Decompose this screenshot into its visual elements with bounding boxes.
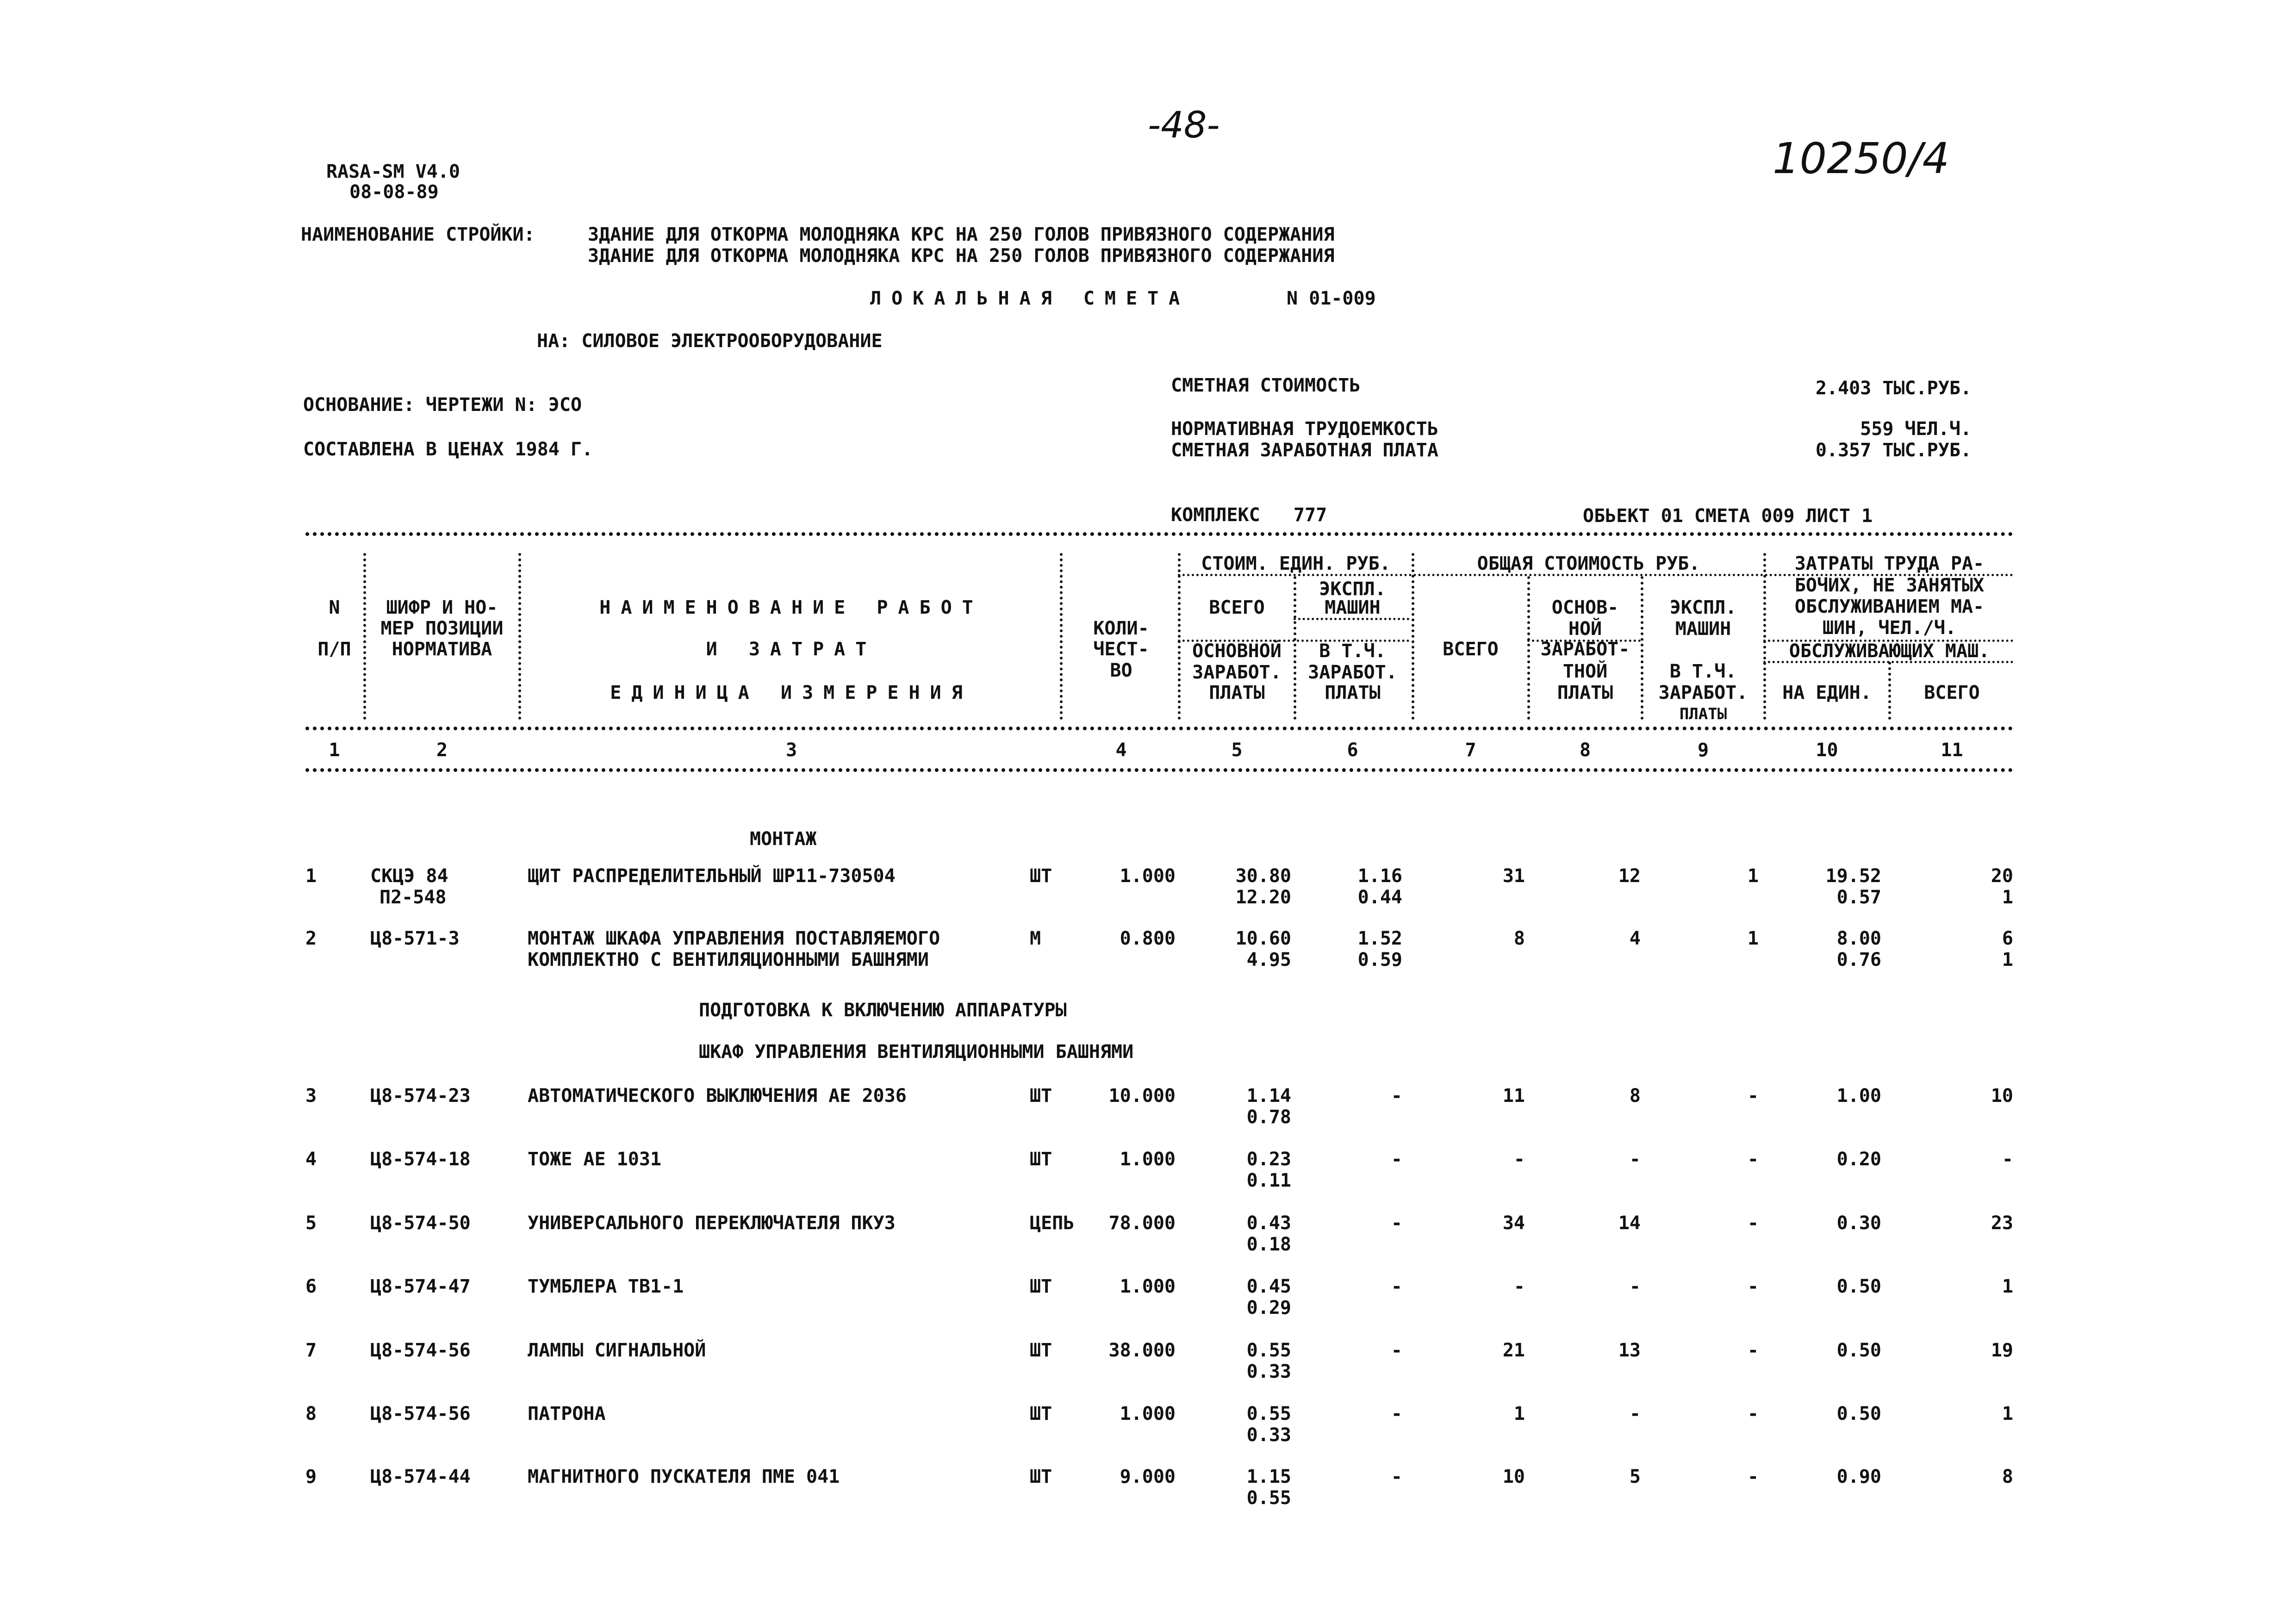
complex-number: КОМПЛЕКС 777: [1171, 504, 1327, 526]
col-5-heading: ПЛАТЫ: [1209, 682, 1265, 703]
col-8-heading: НОЙ: [1568, 618, 1602, 640]
row-number: 4: [305, 1149, 317, 1170]
construction-line-1: ЗДАНИЕ ДЛЯ ОТКОРМА МОЛОДНЯКА КРС НА 250 ГОЛОВ ПРИВЯЗНОГО СОДЕРЖАНИЯ: [588, 224, 1335, 245]
total-cost: 1: [1513, 1403, 1525, 1424]
unit-machine-cost: -: [1391, 1149, 1402, 1170]
col-9-heading: В Т.Ч.: [1669, 661, 1737, 682]
labor-per-unit-heading: НА ЕДИН.: [1782, 682, 1872, 703]
col-number: 10: [1816, 740, 1838, 761]
total-cost: 31: [1502, 865, 1525, 887]
doc-number: N 01-009: [1287, 288, 1376, 309]
machine-labor-total: 1: [2002, 949, 2013, 970]
doc-title: ЛОКАЛЬНАЯ СМЕТА: [870, 288, 1190, 309]
total-basic-wages: 4: [1629, 928, 1641, 949]
total-machine-wages: 1: [1747, 928, 1759, 949]
labor-total: 6: [2002, 928, 2013, 949]
labor-total: 23: [1991, 1213, 2013, 1234]
norm-code: Ц8-574-56: [370, 1340, 471, 1361]
unit-cost-total: 1.15: [1246, 1466, 1291, 1487]
norm-code: Ц8-574-44: [370, 1466, 471, 1487]
unit-machine-wages: 0.59: [1357, 949, 1402, 970]
unit-machine-cost: -: [1391, 1466, 1402, 1487]
unit-cost-total: 1.14: [1246, 1085, 1291, 1107]
labor-total: 1: [2002, 1276, 2013, 1297]
col-1-heading: N: [329, 597, 340, 618]
program-name: RASA-SM V4.0: [326, 161, 460, 182]
total-machine-wages: 1: [1747, 865, 1759, 887]
unit-cost-wages: 0.55: [1246, 1487, 1291, 1509]
total-basic-wages: -: [1629, 1149, 1641, 1170]
work-name: ЛАМПЫ СИГНАЛЬНОЙ: [528, 1340, 706, 1361]
work-name: ПАТРОНА: [528, 1403, 606, 1424]
table-header-end-rule: [305, 768, 2013, 772]
quantity: 1.000: [1120, 865, 1176, 887]
labor-per-unit: 8.00: [1836, 928, 1881, 949]
unit: ШТ: [1030, 865, 1052, 887]
machine-labor-per-unit: 0.76: [1836, 949, 1881, 970]
construction-line-2: ЗДАНИЕ ДЛЯ ОТКОРМА МОЛОДНЯКА КРС НА 250 ГОЛОВ ПРИВЯЗНОГО СОДЕРЖАНИЯ: [588, 245, 1335, 267]
col-6-heading: ЗАРАБОТ.: [1308, 662, 1397, 683]
quantity: 1.000: [1120, 1276, 1176, 1297]
labor-per-unit: 0.30: [1836, 1213, 1881, 1234]
col-number: 2: [436, 740, 448, 761]
unit-cost-wages: 4.95: [1246, 949, 1291, 970]
col-7-heading: ВСЕГО: [1443, 639, 1499, 660]
col-8-heading: ТНОЙ: [1562, 661, 1608, 682]
wage-label: СМЕТНАЯ ЗАРАБОТНАЯ ПЛАТА: [1171, 440, 1438, 461]
total-cost: 10: [1502, 1466, 1525, 1487]
total-cost: 11: [1502, 1085, 1525, 1107]
norm-code: Ц8-574-50: [370, 1213, 471, 1234]
unit-cost-total: 0.43: [1246, 1213, 1291, 1234]
col-number: 8: [1579, 740, 1591, 761]
col-number: 7: [1465, 740, 1476, 761]
page-number: -48-: [1148, 105, 1220, 146]
norm-code-extra: П2-548: [380, 887, 447, 908]
unit-machine-cost: -: [1391, 1213, 1402, 1234]
unit-cost-wages: 0.11: [1246, 1170, 1291, 1191]
row-number: 6: [305, 1276, 317, 1297]
unit-machine-cost: -: [1391, 1340, 1402, 1361]
quantity: 38.000: [1108, 1340, 1176, 1361]
quantity: 0.800: [1120, 928, 1176, 949]
work-name: МОНТАЖ ШКАФА УПРАВЛЕНИЯ ПОСТАВЛЯЕМОГО: [528, 928, 940, 949]
col-9-heading: ЭКСПЛ.: [1669, 597, 1737, 618]
total-basic-wages: 12: [1618, 865, 1641, 887]
labor-per-unit: 1.00: [1836, 1085, 1881, 1107]
basis: ОСНОВАНИЕ: ЧЕРТЕЖИ N: ЭСО: [303, 394, 582, 416]
col-separator: [518, 553, 521, 720]
col-separator: [1412, 553, 1414, 720]
total-cost: 21: [1502, 1340, 1525, 1361]
row-number: 1: [305, 865, 317, 887]
unit: ШТ: [1030, 1466, 1052, 1487]
norm-code: СКЦЭ 84: [370, 865, 448, 887]
labor-per-unit: 19.52: [1825, 865, 1881, 887]
unit: М: [1030, 928, 1041, 949]
labor-heading: ОБСЛУЖИВАЮЩИХ МАШ.: [1789, 640, 1990, 662]
unit-cost-wages: 0.18: [1246, 1234, 1291, 1255]
col-6-heading: ПЛАТЫ: [1325, 682, 1381, 703]
col-number: 9: [1697, 740, 1709, 761]
work-name: МАГНИТНОГО ПУСКАТЕЛЯ ПМЕ 041: [528, 1466, 840, 1487]
section-heading: ПОДГОТОВКА К ВКЛЮЧЕНИЮ АППАРАТУРЫ: [699, 1000, 1067, 1021]
col-number: 3: [785, 740, 797, 761]
col-number: 1: [329, 740, 340, 761]
labor-per-unit: 0.20: [1836, 1149, 1881, 1170]
total-machine-wages: -: [1747, 1085, 1759, 1107]
unit-cost-total: 0.55: [1246, 1340, 1291, 1361]
table-top-rule: [305, 532, 2013, 536]
unit-machine-cost: -: [1391, 1403, 1402, 1424]
unit-cost-total: 30.80: [1235, 865, 1291, 887]
object-sheet: ОБЬЕКТ 01 СМЕТА 009 ЛИСТ 1: [1583, 505, 1873, 527]
quantity: 1.000: [1120, 1149, 1176, 1170]
norm-code: Ц8-574-18: [370, 1149, 471, 1170]
work-name: ТОЖЕ АЕ 1031: [528, 1149, 661, 1170]
labor-per-unit: 0.50: [1836, 1340, 1881, 1361]
total-machine-wages: -: [1747, 1276, 1759, 1297]
row-number: 3: [305, 1085, 317, 1107]
unit-cost-total: 0.45: [1246, 1276, 1291, 1297]
section-heading: МОНТАЖ: [750, 828, 817, 850]
unit-cost-wages: 0.29: [1246, 1297, 1291, 1318]
unit-machine-cost: -: [1391, 1276, 1402, 1297]
col-8-heading: ЗАРАБОТ-: [1540, 639, 1630, 660]
total-machine-wages: -: [1747, 1213, 1759, 1234]
quantity: 78.000: [1108, 1213, 1176, 1234]
col-6-heading: МАШИН: [1325, 597, 1381, 618]
col-separator: [1060, 553, 1063, 720]
work-name: АВТОМАТИЧЕСКОГО ВЫКЛЮЧЕНИЯ АЕ 2036: [528, 1085, 907, 1107]
unit-machine-cost: -: [1391, 1085, 1402, 1107]
total-cost: -: [1513, 1149, 1525, 1170]
labor-total: 8: [2002, 1466, 2013, 1487]
cost-value: 2.403 ТЫС.РУБ.: [1815, 378, 1972, 399]
unit-cost-total: 10.60: [1235, 928, 1291, 949]
total-basic-wages: 5: [1629, 1466, 1641, 1487]
col-2-heading: МЕР ПОЗИЦИИ: [380, 618, 504, 639]
unit: ШТ: [1030, 1085, 1052, 1107]
work-name: ТУМБЛЕРА ТВ1-1: [528, 1276, 684, 1297]
quantity: 9.000: [1120, 1466, 1176, 1487]
total-basic-wages: 14: [1618, 1213, 1641, 1234]
unit-machine-cost: 1.52: [1357, 928, 1402, 949]
machine-labor-per-unit: 0.57: [1836, 887, 1881, 908]
archive-number: 10250/4: [1773, 134, 1950, 183]
total-cost: -: [1513, 1276, 1525, 1297]
col-5-heading: ЗАРАБОТ.: [1192, 662, 1282, 683]
section-heading: ШКАФ УПРАВЛЕНИЯ ВЕНТИЛЯЦИОННЫМИ БАШНЯМИ: [699, 1041, 1134, 1063]
col-6-heading: В Т.Ч.: [1319, 640, 1386, 662]
col-5-heading: ВСЕГО: [1209, 597, 1265, 618]
total-machine-wages: -: [1747, 1340, 1759, 1361]
labor-heading: ОБСЛУЖИВАНИЕМ МА-: [1794, 596, 1985, 617]
norm-code: Ц8-574-23: [370, 1085, 471, 1107]
col-8-heading: ПЛАТЫ: [1557, 682, 1613, 703]
labor-per-unit: 0.90: [1836, 1466, 1881, 1487]
col-4-heading: ЧЕСТ-: [1093, 639, 1149, 660]
labor-per-unit: 0.50: [1836, 1276, 1881, 1297]
total-machine-wages: -: [1747, 1149, 1759, 1170]
unit: ШТ: [1030, 1403, 1052, 1424]
col-number: 5: [1231, 740, 1243, 761]
total-cost-heading: ОБЩАЯ СТОИМОСТЬ РУБ.: [1477, 553, 1700, 574]
labor-total: -: [2002, 1149, 2013, 1170]
unit-cost-wages: 0.78: [1246, 1107, 1291, 1128]
unit: ШТ: [1030, 1276, 1052, 1297]
col-number: 4: [1115, 740, 1127, 761]
total-cost: 34: [1502, 1213, 1525, 1234]
col-number: 6: [1347, 740, 1358, 761]
work-name: ЩИТ РАСПРЕДЕЛИТЕЛЬНЫЙ ШР11-730504: [528, 865, 896, 887]
norm-code: Ц8-574-47: [370, 1276, 471, 1297]
norm-code: Ц8-571-3: [370, 928, 460, 949]
col-4-heading: ВО: [1110, 660, 1132, 681]
unit-cost-total: 0.23: [1246, 1149, 1291, 1170]
col-3-heading: ЕДИНИЦА ИЗМЕРЕНИЯ: [610, 682, 973, 703]
construction-label: НАИМЕНОВАНИЕ СТРОЙКИ:: [301, 224, 535, 245]
quantity: 10.000: [1108, 1085, 1176, 1107]
unit-cost-wages: 12.20: [1235, 887, 1291, 908]
col-9-heading: ПЛАТЫ: [1679, 705, 1727, 723]
wage-value: 0.357 ТЫС.РУБ.: [1815, 440, 1972, 461]
col-number: 11: [1941, 740, 1963, 761]
col-1-heading: П/П: [317, 639, 351, 660]
total-machine-wages: -: [1747, 1466, 1759, 1487]
machine-labor-total: 1: [2002, 887, 2013, 908]
total-machine-wages: -: [1747, 1403, 1759, 1424]
row-number: 9: [305, 1466, 317, 1487]
total-basic-wages: 13: [1618, 1340, 1641, 1361]
col-3-heading: И ЗАТРАТ: [706, 639, 877, 660]
labor-total: 1: [2002, 1403, 2013, 1424]
total-basic-wages: -: [1629, 1276, 1641, 1297]
unit-cost-total: 0.55: [1246, 1403, 1291, 1424]
unit: ШТ: [1030, 1340, 1052, 1361]
header-bottom-rule: [305, 727, 2013, 730]
col-2-heading: ШИФР И НО-: [386, 597, 498, 618]
row-number: 7: [305, 1340, 317, 1361]
unit-machine-wages: 0.44: [1357, 887, 1402, 908]
price-base: СОСТАВЛЕНА В ЦЕНАХ 1984 Г.: [303, 439, 593, 460]
labor-heading: БОЧИХ, НЕ ЗАНЯТЫХ: [1794, 575, 1985, 596]
col-4-heading: КОЛИ-: [1093, 618, 1149, 639]
col-2-heading: НОРМАТИВА: [392, 639, 492, 660]
cost-label: СМЕТНАЯ СТОИМОСТЬ: [1171, 375, 1361, 396]
norm-code: Ц8-574-56: [370, 1403, 471, 1424]
labor-heading: ЗАТРАТЫ ТРУДА РА-: [1794, 553, 1985, 574]
labor-total: 19: [1991, 1340, 2013, 1361]
labor-total-heading: ВСЕГО: [1924, 682, 1980, 703]
total-cost: 8: [1513, 928, 1525, 949]
labor-heading: ШИН, ЧЕЛ./Ч.: [1823, 617, 1956, 639]
work-name-continued: КОМПЛЕКТНО С ВЕНТИЛЯЦИОННЫМИ БАШНЯМИ: [528, 949, 929, 970]
unit-cost-wages: 0.33: [1246, 1424, 1291, 1446]
unit-machine-cost: 1.16: [1357, 865, 1402, 887]
col-8-heading: ОСНОВ-: [1551, 597, 1619, 618]
labor-label: НОРМАТИВНАЯ ТРУДОЕМКОСТЬ: [1171, 418, 1438, 440]
unit: ШТ: [1030, 1149, 1052, 1170]
total-basic-wages: -: [1629, 1403, 1641, 1424]
row-number: 5: [305, 1213, 317, 1234]
col-9-heading: МАШИН: [1675, 618, 1731, 640]
total-basic-wages: 8: [1629, 1085, 1641, 1107]
labor-per-unit: 0.50: [1836, 1403, 1881, 1424]
estimate-for: НА: СИЛОВОЕ ЭЛЕКТРООБОРУДОВАНИЕ: [537, 330, 883, 352]
unit-cost-heading: СТОИМ. ЕДИН. РУБ.: [1201, 553, 1391, 574]
unit: ЦЕПЬ: [1030, 1213, 1075, 1234]
labor-value: 559 ЧЕЛ.Ч.: [1860, 418, 1972, 440]
labor-total: 10: [1991, 1085, 2013, 1107]
row-number: 8: [305, 1403, 317, 1424]
col-3-heading: НАИМЕНОВАНИЕ РАБОТ: [599, 597, 983, 618]
col-9-heading: ЗАРАБОТ.: [1658, 682, 1748, 703]
program-date: 08-08-89: [349, 181, 439, 203]
labor-total: 20: [1991, 865, 2013, 887]
col-5-heading: ОСНОВНОЙ: [1192, 640, 1282, 662]
col-6-heading: ЭКСПЛ.: [1319, 578, 1386, 600]
quantity: 1.000: [1120, 1403, 1176, 1424]
row-number: 2: [305, 928, 317, 949]
unit-cost-wages: 0.33: [1246, 1361, 1291, 1382]
work-name: УНИВЕРСАЛЬНОГО ПЕРЕКЛЮЧАТЕЛЯ ПКУ3: [528, 1213, 896, 1234]
